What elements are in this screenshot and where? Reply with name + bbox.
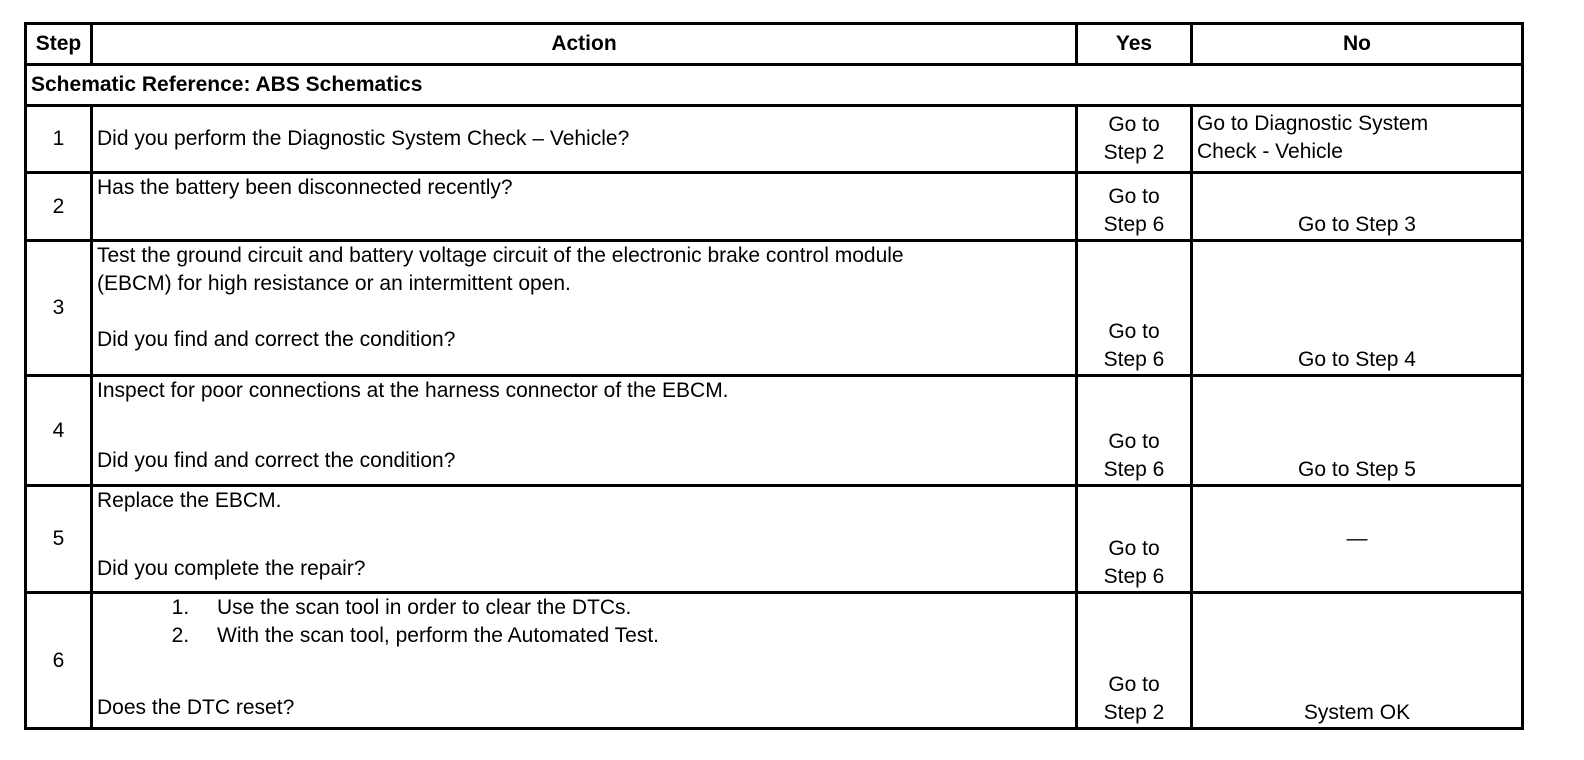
action-question: Does the DTC reset? <box>97 696 295 719</box>
action-cell <box>92 593 1077 729</box>
yes-text-line-2: Step 6 <box>1103 458 1165 481</box>
no-text-line-2: Check - Vehicle <box>1197 140 1343 163</box>
no-cell: System OK <box>1192 593 1523 729</box>
yes-cell <box>1077 106 1192 173</box>
table-row <box>26 376 1523 486</box>
yes-cell <box>1077 241 1192 376</box>
action-cell <box>92 241 1077 376</box>
yes-text-line-1: Go to <box>1108 537 1160 560</box>
action-text-line-1: Test the ground circuit and battery voltage circuit of the electronic brake control module <box>97 244 904 267</box>
step-number: 4 <box>26 376 92 486</box>
schematic-reference: Schematic Reference: ABS Schematics <box>26 65 1523 106</box>
step-number: 1 <box>26 106 92 173</box>
yes-text-line-1: Go to <box>1108 430 1160 453</box>
schematic-reference-row <box>26 65 1523 106</box>
header-no: No <box>1192 24 1523 65</box>
step-number: 2 <box>26 173 92 241</box>
yes-text-line-2: Step 6 <box>1103 213 1165 236</box>
step-number: 3 <box>26 241 92 376</box>
diagnostic-table <box>24 22 1524 730</box>
yes-cell <box>1077 173 1192 241</box>
action-text: Has the battery been disconnected recently? <box>97 176 513 199</box>
yes-text-line-1: Go to <box>1108 673 1160 696</box>
table-row <box>26 106 1523 173</box>
yes-text-line-2: Step 6 <box>1103 348 1165 371</box>
table-row <box>26 173 1523 241</box>
yes-text-line-1: Go to <box>1108 113 1160 136</box>
no-text-line-1: Go to Diagnostic System <box>1197 112 1429 135</box>
yes-cell <box>1077 376 1192 486</box>
action-question: Did you find and correct the condition? <box>97 449 456 472</box>
action-question: Did you find and correct the condition? <box>97 328 456 351</box>
action-text-line-1: Replace the EBCM. <box>97 489 282 512</box>
header-row <box>26 24 1523 65</box>
yes-cell <box>1077 593 1192 729</box>
action-cell <box>92 173 1077 241</box>
action-text-line-1: Inspect for poor connections at the harness connector of the EBCM. <box>97 379 729 402</box>
yes-text-line-2: Step 2 <box>1103 701 1165 724</box>
table-row <box>26 241 1523 376</box>
no-cell <box>1192 106 1523 173</box>
yes-cell <box>1077 486 1192 593</box>
no-cell: Go to Step 5 <box>1192 376 1523 486</box>
step-number: 6 <box>26 593 92 729</box>
action-cell <box>92 106 1077 173</box>
action-text: Did you perform the Diagnostic System Check – Vehicle? <box>97 127 630 150</box>
action-cell <box>92 486 1077 593</box>
list-item: 2. With the scan tool, perform the Automated Test. <box>195 622 1071 650</box>
header-step: Step <box>26 24 92 65</box>
no-cell: — <box>1192 486 1523 593</box>
list-item: 1. Use the scan tool in order to clear the DTCs. <box>195 594 1071 622</box>
yes-text-line-1: Go to <box>1108 320 1160 343</box>
action-cell <box>92 376 1077 486</box>
yes-text-line-1: Go to <box>1108 185 1160 208</box>
yes-text-line-2: Step 2 <box>1103 141 1165 164</box>
table-row <box>26 486 1523 593</box>
header-yes: Yes <box>1077 24 1192 65</box>
step-number: 5 <box>26 486 92 593</box>
action-question: Did you complete the repair? <box>97 557 366 580</box>
table-row <box>26 593 1523 729</box>
header-action: Action <box>92 24 1077 65</box>
action-text-line-2: (EBCM) for high resistance or an intermittent open. <box>97 272 571 295</box>
no-cell: Go to Step 3 <box>1192 173 1523 241</box>
no-cell: Go to Step 4 <box>1192 241 1523 376</box>
yes-text-line-2: Step 6 <box>1103 565 1165 588</box>
action-steps-list <box>97 594 1071 650</box>
